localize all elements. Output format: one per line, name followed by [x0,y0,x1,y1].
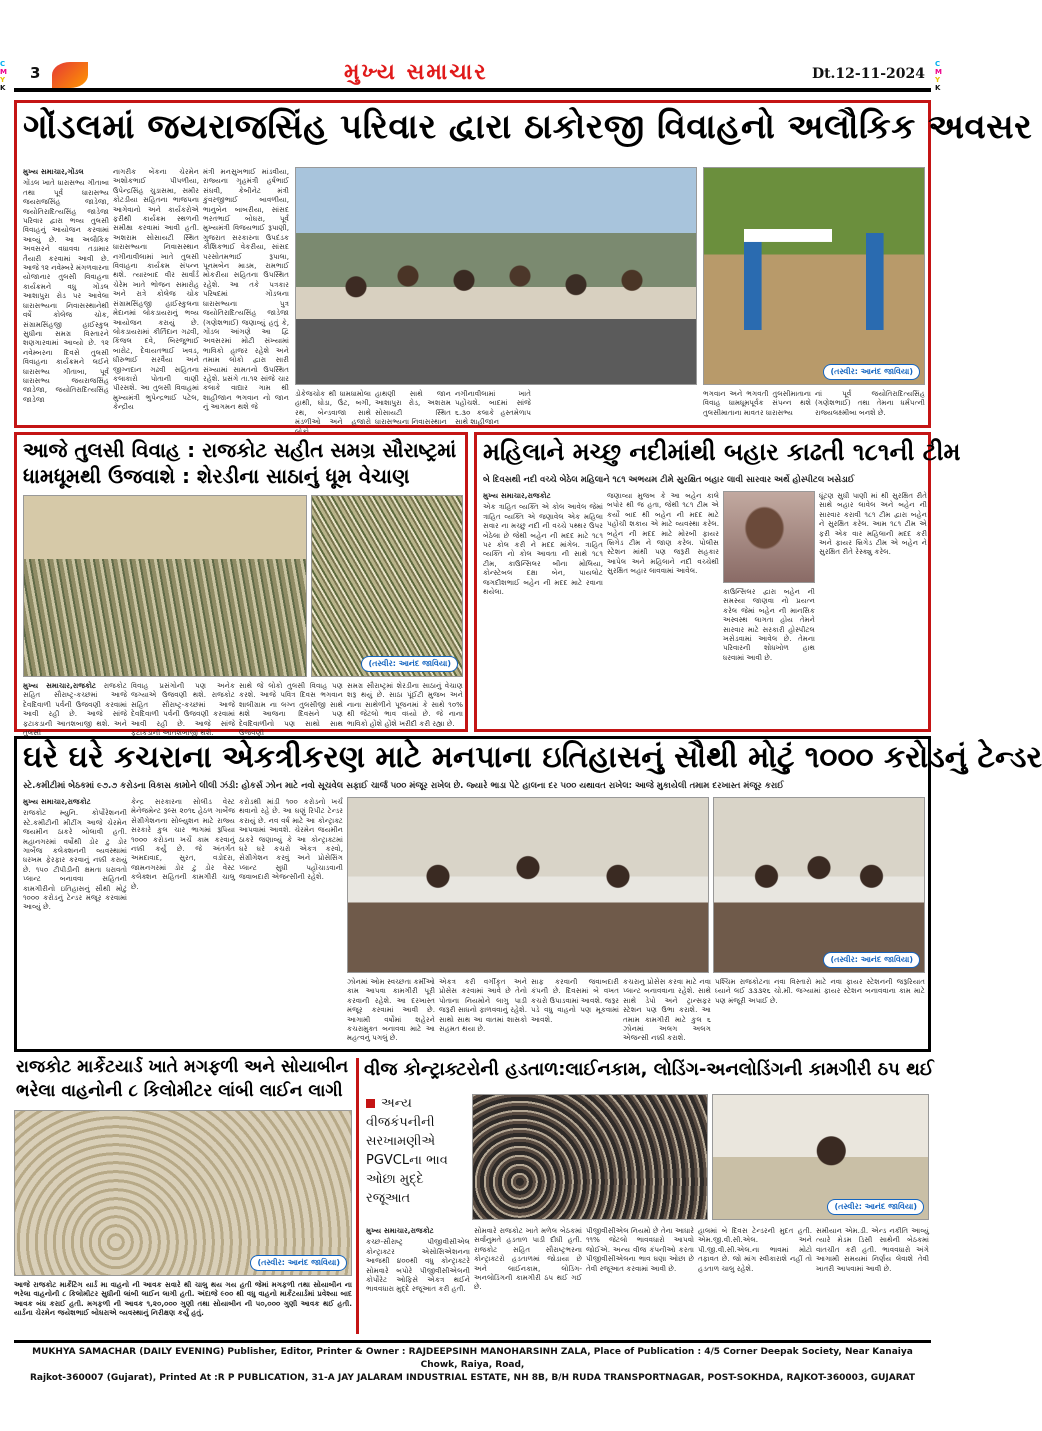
article-column [607,491,719,729]
color-mark-y: Y [935,76,941,84]
page-number: 3 [30,64,41,82]
column-text: કાઉન્સિલર દ્વારા બહેન ની સમસ્યા જાણવા નો પ્રયત્ન કરેલ જેમાં બહેન ની માનસિક અસ્વસ્થ લાગતા હોય તેમને સારવાર માટે સરકારી હોસ્પીટલ ખસેડવામાં આવેલ છે. તેમના પરિવારની શોધખોળ હાથ ધરવામાં આવી છે. [723,587,815,662]
sugarcane-photo [311,495,463,677]
article-column [586,1226,694,1332]
column-text: વિવાહ પ્રસંગોની પણ અનેક જગ્યાએ ઉજવણી થશે. રાજકોટ સહિત સૌરાષ્ટ્ર-કચ્છમાં આજે દેવદિવાળી પર્વની ઉજવણી કરવામાં આવી રહી છે. આજે સાંજે ફટાકડાની આતશબાજી થશે. [131,681,235,738]
column-text: એકત્ર કરી વર્ગીકૃત અને પ્રોસેસ કરવામાં આવે છે તેનો પોતાના નિયમોને લાગુ પાડી જરૂરી સાધનો ફાળવવાનું રહેશે. સાથો સાથ આ વાતમાં શાસકો સહમત થયા છે. [439,977,527,1034]
story-river-rescue [474,432,961,732]
officials-office-photo [712,1094,929,1220]
story-gondal [14,100,1033,436]
market-street-photo [23,495,307,677]
article-column [375,389,451,425]
article-column [531,977,619,1047]
story-headline[interactable]: ઘરે ઘરે કચરાના એકત્રીકરણ માટે મનપાના ઇતિહાસનું સૌથી મોટું ૧૦૦૦ કરોડનું ટેન્ડર [23,740,1042,775]
strike-crowd-photo [472,1094,708,1220]
article-column [347,977,435,1047]
column-text: ભગવાન અને ભગવતી તુલસીમાતાના વિવાહ ધામધૂમપૂર્વક સંપન્ન થશે તુલસીમાતાના માવતર ધારાસભ્ય [703,389,811,417]
color-mark-k: K [0,84,6,92]
column-text: કરોડથી માંડી ૧૦૦ કરોડનો ખર્ચ થવાનો રહે છે. આ ઘણું રિપીટ ટેન્ડર કરાયું છે. નવ વર્ષ માટે આ કોન્ટ્રાક્ટ આપવામાં આવશે. ચેરમેન જયમીન ઠાકરે જણાવ્યું કે આ કોન્ટ્રાક્ટમાં ઘરે ઘરે કચરો એકત્ર કરવો, સેગ્રીગેશન કરવું અને પ્રોસેસિંગ પ્લાન્ટ સુધી પહોંચાડવાની જવાબદારી એજન્સીની રહેશે. [239,797,343,882]
column-text: સોમવારે રાજકોટ ખાતે મળેલ બેઠકમાં સર્વાનુમતે હડતાળ પાડી દીધી હતી. રાજકોટ સહિત સૌરાષ્ટ્રભરના કોન્ટ્રાક્ટરો હડતાળમાં જોડાયા છે અને લાઈનકામ, લોડિંગ-અનલોડિંગની કામગીરી ઠપ થઈ ગઈ છે. [474,1226,582,1292]
red-square-icon [366,1099,375,1108]
imprint-line-1: MUKHYA SAMACHAR (DAILY EVENING) Publisher, Editor, Printer & Owner : RAJDEEPSINH MANOHARSINH ZALA, Place of Publication : 4/5 Corner Deepak Society, Near Kanaiya Chowk, Raiya, Road, [32,1347,913,1370]
article-column [723,587,815,729]
photo-credit: (તસ્વીર: આનંદ જાવિયા) [823,364,920,380]
color-mark-k: K [935,84,941,92]
logo-swoosh-icon [52,62,88,88]
story-headline[interactable]: આજે તુલસી વિવાહ : રાજકોટ સહીત સમગ્ર સૌરાષ્ટ્રમાં [23,438,457,462]
article-column [623,977,711,1047]
story-headline[interactable]: ગોંડલમાં જયરાજસિંહ પરિવાર દ્વારા ઠાકોરજી વિવાહનો અલૌકિક અવસર [23,107,1033,147]
section-title: મુખ્ય સમાચાર [344,60,488,85]
venue-gate-photo [703,167,925,385]
article-column [366,1226,470,1332]
byline: મુખ્ય સમાચાર,રાજકોટ [23,797,91,806]
article-column [483,491,603,729]
article-column [295,389,371,436]
story-headline[interactable]: રાજકોટ માર્કેટયાર્ડ ખાતે મગફળી અને સોયાબીન [16,1057,349,1077]
byline: મુખ્ય સમાચાર,રાજકોટ [366,1226,434,1235]
column-text: સાથે જે લોકો તુલસી વિવાહ પણ કરશે. આજે પવિત્ર દિવસ ભગવાન શાલીગ્રામ ના લગ્ન તુલસીજી સાથે થશે આજના દિવસને પણ દેવદિવાળીનો પણ સાથો સાથ ઉજવણી [239,681,343,738]
imprint-line-2: Rajkot-360007 (Gujarat), Printed At :R P PUBLICATION, 31-A JAY JALARAM INDUSTRIAL ESTATE, NH 8B, B/H RUDA TRANSPORTNAGAR, POST-SOKHDA, RAJKOT-360003, GUJARAT [29,1373,916,1383]
column-text: નાં પૂર્વ જયોતિરાદિત્યસિંહ (ગણેશભાઈ) તથા તેમના ધર્મપત્ની રાજ્યલક્ષ્મીબા બનશે છે. [815,389,925,417]
column-text: નાગરીક બેંકના ચેરમેન અશોકભાઈ પીપળીયા, ઉપેન્દ્રસિંહ ચુડાસમા, સમીર કોટડીયા સહિતના ભાજપના આગેવાનો અને કાર્યકરોએ ફરીથી કાર્યક્રમ સ્થળની સમીક્ષા કરવામાં આવી હતી. અશરામ સોસાયટી સ્થિત ધારાસભ્યના નિવાસસ્થાન નગીનાવીલામાં ખાતે તુલસી વિવાહના કાર્યક્રમ સંપન્ન થશે. ત્યારબાદ વીર સાર્વાર્ડ ચેરેમ ખાતે ભોજન સમારોહ અને રાત્રે કોલેજ ચોક સંગ્રામસિંહજી હાઈસ્કુલના મેદાનમાં લોકડાયરાનું ભવ્ય આયોજન કરાયું છે. લોકડાયરામાં કીર્તિદાન ગઢવી, કિંજલ દવે, બિરજુભાઈ બારોટ, દેવાયતભાઈ ખવડ, ધીરુભાઈ સરવૈયા અને જીગ્નદાન ગઢવી સહિતના કલાકારો પોતાની વાણી પીરસશે. આ તુલસી વિવાહમાં મુખ્યમંત્રી ભુપેન્દ્રભાઈ પટેલ, કેન્દ્રીય [113,167,199,412]
story-headline[interactable]: મહિલાને મચ્છુ નદીમાંથી બહાર કાઢતી ૧૮૧ની ટીમ [483,438,961,466]
story-headline[interactable]: વીજ કોન્ટ્રાક્ટરોની હડતાળ:લાઈનકામ, લોડિંગ-અનલોડિંગની કામગીરી ઠપ થઈ [364,1059,934,1080]
story-marketyard [14,1056,352,1336]
press-conference-photo [295,167,697,385]
column-text: ગોંડલ ખાતે ધારાસભ્ય ગીતાબા તથા પૂર્વ ધારાસભ્ય જયરાજસિંહ જાડેજા, જયોતિરાદિત્યસિંહ જાડેજા પરિવાર દ્વારા ભવ્ય તુલસી વિવાહનું આયોજન કરવામાં આવ્યું છે. આ અલૌકિક અવસરને વધાવવા તડામાર તૈયારી કરવામાં આવી છે. આજે ૧૨ નવેમ્બરે મંગળવારના યોજાનાર તુલસી વિવાહના કાર્યક્રમને વધુ ગોંડલ આશાપુરા રોડ પર આવેલા ધારાસભ્યના નિવાસસ્થાનેથી વર્ષે કોલેજ ચોક, સંગ્રામસિંહજી હાઈસ્કુલ સુધીના સમગ્ર વિસ્તારને શણગારવામાં આવ્યો છે. ૧૨ નવેમ્બરના દિવસે તુલસી વિવાહના કાર્યક્રમને લઈને ધારાસભ્ય ગીતાબા, પૂર્વ ધારાસભ્ય જયરાજસિંહ જાડેજા, જયોતિરાદિત્યસિંહ જાડેજા [23,178,109,404]
officials-photo [713,797,925,973]
column-divider [356,1058,359,1334]
column-text: પીજીવીસીએલ નિયમો છે તેના આધારે ૧૧% જેટલો ભાવવધારો આપવો જોઈએ. અન્ય વીજ કંપનીઓ કરતા પીજીવીસીએલના ભાવ ઘણા ઓછા છે તેવી રજૂઆત કરવામાં આવી છે. [586,1226,694,1273]
column-text: પશ્ચિમ રાજકોટના નવા વિસ્તારો માટે નવા ફાયર સ્ટેશનની જરૂરિયાત ધ્યાને લઈ ૩૩૩૨૬ ચો.મી. જગ્યામાં ફાયર સ્ટેશન બનાવવાના કામ માટે પણ મંજૂરી અપાઈ છે. [715,977,925,1005]
color-mark-c: C [0,60,6,68]
column-text: એક ત્રાહિત વ્યક્તિ એ કોલ આવેલ જેમાં ત્રાહિત વ્યક્તિ એ જણાવેલ એક મહિલા સવાર ના મચ્છુ નદી ની વચ્ચે પથ્થર ઉપર બેઠેલા છે જેથી બહેન ની મદદ માટે ૧૮૧ પર કોલ કરી ને મદદ માંગેલ. ત્રાહિત વ્યક્તિ નો કોલ આવતા ની સાથે ૧૮૧ ટીમ, કાઉન્સિલર બીના મોલિયા, કોન્સ્ટેબલ દક્ષા બેન, પાયલોટ જગદીશભાઈ બહેન ની મદદ માટે રવાના થયેલા. [483,502,603,597]
photo-credit: (તસ્વીર: આનંદ જાવિયા) [361,656,458,672]
column-text: કચરાનુ પ્રોસેસ કરવા માટે નવા પ્લાન્ટ બનાવવાના રહેશે. સાથે સાથે ડેપો અને ટ્રાન્સફર સ્ટેશન પણ ઉભા કરાશે. આ તમામ કામગીરી માટે કુલ ૬ ઝોનમાં અલગ અલગ એજન્સી નક્કી કરાશે. [623,977,711,1043]
column-text: સમીયાન એમ.ડી. એન્ડ નકીતિ આવ્યું ત્યારે મેડમ ડિસી સાથેની બેઠકમાં વાતચીત કરી હતી. ભાવવધારો અંગે આગામી સમયમાં નિર્ણય લેવાશે તેવી ખાતરી આપવામાં આવી છે. [816,1226,929,1273]
column-text: નગીનાવીલામાં ખાતે પહોંચશે. બાદમાં સાંજે ૬.૩૦ કલાકે હસ્તમેળાપ સાથે શાહીજાન [455,389,531,427]
byline: મુખ્ય સમાચાર,રાજકોટ [483,491,551,500]
issue-date: Dt.12-11-2024 [811,66,925,82]
column-text: ઝોનમાં ઓમ સ્વચ્છતા કર્મીઓ કામ આપવા કામગીરી પૂરી કરવાની રહેશે. આ દરખાસ્ત મંજૂર કરવામાં આવી છે. આગામી વર્ષોમાં શહેરને કચરામુક્ત બનાવવા માટે આ મહત્વનું પગલું છે. [347,977,435,1043]
article-column [239,681,343,738]
column-text: કચ્છ-સૌરાષ્ટ્ર પીજીવીસીએલ કોન્ટ્રાક્ટર એસોસિએશનના આજથી ૪૦૦થી વધુ કોન્ટ્રાક્ટરે સોમવારે બપોરે પીજીવીસીએલની કોર્પોરેટ ઓફિસે એકત્ર થઈને ભાવવધારા મુદ્દે રજૂઆત કરી હતી. [366,1237,470,1294]
photo-credit: (તસ્વીર: આનંદ જાવિયા) [823,952,920,968]
color-registration-left [0,60,10,92]
article-column [347,681,463,729]
column-text: આજે રાજકોટ માર્કેટિંગ યાર્ડ મા વાહનો ની આવક સવારે થી ચાલુ થય ગય હતી જેમાં મગફળી તથા સોયાબીન ના ભરેલા વાહનોની ૮ કિલોમીટર સુધીની લાંબી લાઈન લાગી હતી. અંદાજે ૯૦૦ થી વધુ વાહનો માર્કેટયાર્ડમાં પ્રવેશ્યા બાદ આવક બંધ કરાઈ હતી. મગફળી ની આવક ૧,૨૦,૦૦૦ ગુણી તથા સોયાબીન ની ૫૦,૦૦૦ ગુણી આવક થઈ હતી. યાર્ડના ચેરમેન જયેશભાઈ બોઘરાએ વ્યવસ્થાનું નિરીક્ષણ કર્યું હતું. [14,1280,352,1318]
color-mark-y: Y [0,76,6,84]
article-column [23,681,127,738]
article-column [816,1226,929,1332]
marketyard-photo [14,1110,352,1276]
column-text: ડોકેજચોક થી ધામધામોલા હાથી, ઘોડા, ઉંટ, બગી, રથ, બેન્ડવાજા સાથે મંડળીઓ અને હજારો લોકો [295,389,371,436]
story-tulsi-vivah [14,432,468,738]
article-column [815,389,925,425]
article-column [455,389,531,425]
column-text: હાથણી સાથે જાન આશાપુરા રોડ, અશરામ સોસાયટી સ્થિત ધારાસભ્યના નિવાસસ્થાન [375,389,451,427]
photo-caption [14,1280,352,1336]
committee-meeting-photo [347,797,709,973]
article-column [113,167,199,423]
color-mark-m: M [935,68,942,76]
article-column [23,167,109,423]
article-column [439,977,527,1047]
byline: મુખ્ય સમાચાર,રાજકોટ [23,681,97,690]
column-text: રાજકોટ સહિત સૌરાષ્ટ્ર-કચ્છમાં આજે દેવદિવાળી પર્વની ઉજવણી કરવામાં આવી રહી છે. આજે સાંજે ફટાકડાની આતશબાજી થશે. અને તુલસી [23,681,127,738]
story-headline-line2[interactable]: ભરેલા વાહનોની ૮ કિલોમીટર લાંબી લાઈન લાગી [16,1081,343,1101]
column-text: ધૂંટણ સુધી પાણી માં થી સુરક્ષિત રીતે સાથે બહાર લાવેલ અને બહેન ની સારવાર કરાવી ૧૮૧ ટીમ દ્વારા બહેન ને સુરક્ષિત કરેલ. આમ ૧૮૧ ટીમ એ ફરી એક વાર મહિલાની મદદ કરી અને ફાયર બ્રિગેડ ટીમ એ બહેન ને સુરક્ષિત રીતે રેસ્ક્યુ કરેલ. [819,491,927,557]
color-mark-m: M [0,68,7,76]
article-column [239,797,343,1047]
article-column [203,167,289,423]
byline: મુખ્ય સમાચાર,ગોંડલ [23,167,84,176]
photo-credit: (તસ્વીર: આનંદ જાવિયા) [827,1199,924,1215]
story-headline-line2[interactable]: ધામધૂમથી ઉજવાશે : શેરડીના સાઠાનું ધૂમ વેચાણ [23,464,410,488]
highlight-text: અન્ય વીજકંપનીની સરખામણીએ PGVCLના ભાવ ઓછા મુદ્દે રજૂઆત [366,1096,448,1206]
column-text: સાફ કરવાની જવાબદારી કંપની છે. દિવસમાં બે વખત કચરો ઉપાડવામાં આવશે. જરૂર પડે વધુ વાહનો પણ મૂકવામાં આવશે. [531,977,619,1024]
column-text: કેન્દ્ર સરકારના સોલીડ વેસ્ટ મેનેજમેન્ટ રૂલ્સ ૨૦૧૬ હેઠળ ગાર્બેજ સેગ્રીગેશનના સોલ્યુશન માટે રાજ્ય સરકારે કુલ ચાર ભાગમાં રૂપિયા ૧૦૦૦ કરોડના ખર્ચે કામ કરવાનું નક્કી કર્યું છે. જે અંતર્ગત અમદાવાદ, સુરત, વડોદરા, જામનગરમાં ડોર ટુ ડોર વેસ્ટ કલેક્શન સહિતની કામગીરી ચાલુ છે. [131,797,235,891]
article-column [703,389,811,425]
highlight-box [366,1094,466,1222]
article-column [474,1226,582,1332]
story-subheadline: સ્ટે.કમીટીમાં બેઠકમાં ૯૭.૭ કરોડના વિકાસ કામોને લીલી ઝંડી: હોકર્સ ઝોન માટે નવો સૂચવેલ સફાઈ ચાર્જ ૫૦૦ મંજૂર રાખેલ છે. જ્યારે ભાડા પેટે હાલના દર ૫૦૦ યથાવત રાખેલ: આજે મુકાયેલી તમામ દરખાસ્ત મંજૂર કરાઈ [23,781,784,791]
article-column [23,797,127,1047]
article-column [819,491,927,729]
color-registration-right [935,60,945,92]
imprint-footer [14,1340,931,1384]
article-column [131,797,235,1047]
story-garbage-tender [14,736,1042,1052]
color-mark-c: C [935,60,941,68]
article-column [715,977,925,1047]
column-text: સમગ્ર સૌરાષ્ટ્રમાં શેરડીના સાઠાનું વેચાણ શરૂ થયું છે. સાઠા પૂંઈટી મુજબ અને નાના સાથેળીને પૂજનમાં કે સાથે ૧૦% થી જેટલો ભાવ વધ્યો છે. જે નાના ભાવિકો હોંશે હોંશે ખરીદી કરી રહ્યા છે. [347,681,463,728]
story-electric-strike [362,1056,934,1336]
story-subheadline: બે દિવસથી નદી વચ્ચે બેઠેલ મહિલાને ૧૮૧ અભયમ ટીમે સુરક્ષિત બહાર લાવી સારવાર અર્થે હોસ્પીટલ ખસેડાઈ [483,475,855,485]
photo-credit: (તસ્વીર: આનંદ જાવિયા) [250,1255,347,1271]
column-text: રાજકોટ મ્યુનિ. કોર્પોરેશનની સ્ટે.કમીટીની મીટીંગ આજે ચેરમેન જયમીન ઠાકરે બોલાવી હતી. મહાનગરમાં વર્ષોથી ડોર ટુ ડોર ગાર્બેજ કલેક્શનની વ્યવસ્થામાં ધરખમ ફેરફાર કરવાનું નક્કી કરાયું છે. ૧૫૦ ટીપીડીની ક્ષમતા ધરાવતો પ્લાન્ટ બનાવવા સહિતની કામગીરીનો ઇતિહાસનું સૌથી મોટું ૧૦૦૦ કરોડનું ટેન્ડર મંજૂર કરવામાં આવ્યું છે. [23,808,127,912]
column-text: હાલમાં બે દિવસ ટેન્ડરની મુદત હતી. એમ.જી.વી.સી.એલ. અને પી.જી.વી.સી.એલ.ના ભાવમાં મોટો તફાવત છે. જો માંગ સ્વીકારાશે નહીં તો હડતાળ ચાલુ રહેશે. [698,1226,812,1273]
column-text: જણાવ્યા મુજબ કે આ બહેન કાલે બપોર થી જ હતા, જેથી ૧૮૧ ટીમ એ કર્યો બાદ થી બહેન ની મદદ માટે પહોંચી શકાય એ માટે વ્યવસ્થા કરેલ. બહેન ની મદદ માટે મોરબી ફાયર બ્રિગેડ ટીમ ને જાણ કરેલ. પોલીસ સ્ટેશન માંથી પણ જરૂરી સહકાર આપેલ અને મહિલાને નદી વચ્ચેથી સુરક્ષિત બહાર લાવવામાં આવેલ. [607,491,719,576]
column-text: મંત્રી મનસુખભાઈ માંડવીયા, રાજ્યના ગૃહમંત્રી હર્ષભાઈ સંઘવી, કેબીનેટ મંત્રી કુંવરજીભાઈ બાવળીયા, ભાનુબેન બાબરીયા, સાંસદ ભરતભાઈ બોઘરા, પૂર્વ મુખ્યમંત્રી વિજયભાઈ રૂપાણી, ગુજરાત સરકારના ઉપદંડક કૌશિકભાઈ વેકરીયા, સાંસદ પરસોતમભાઈ રૂપાલા, પૂનમબેન માડમ, રામભાઈ મોકરીયા સહિતના ઉપસ્થિત રહેશે. આ તકે પત્રકાર પરિષદમાં ગોંડલના ધારાસભ્યના પુત્ર જયોતિરાદિત્યસિંહ જાડેજા (ગણેશભાઈ) જણાવ્યું હતું કે, ગોંડલ આંગણે આ દ્વિ અવસરમાં મોટી સંખ્યામાં ભાવિકો હાજર રહેશે અને તમામ લોકો દ્વારા સારી સંખ્યામાં સામતનો ઉપસ્થિત રહેશે. પ્રસંગે તા.૧૨ સાંજે ચાર કલાકે વાદ્યાર ગામ થી શાહીજાન ભગવાન નો જાન નું આગમન થશે જે [203,167,289,412]
article-column [131,681,235,738]
hospital-patient-photo [723,491,815,583]
masthead [14,62,931,92]
article-column [698,1226,812,1332]
